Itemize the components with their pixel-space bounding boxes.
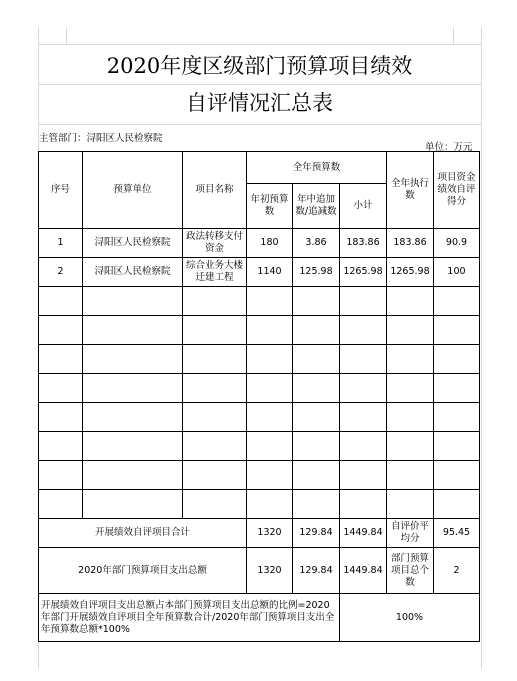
grid-line [38, 124, 481, 125]
cell-initial: 180 [247, 229, 293, 258]
total-subtotal: 1449.84 [340, 548, 387, 594]
cell-initial: 1140 [247, 258, 293, 287]
cell-project: 政法转移支付资金 [183, 229, 247, 258]
total-row [39, 548, 480, 594]
cell-executed: 183.86 [387, 229, 434, 258]
cell-unit: 浔阳区人民检察院 [83, 229, 183, 258]
header-unit: 预算单位 [83, 152, 183, 229]
empty-row [39, 432, 480, 461]
avg-score-value: 95.45 [434, 519, 480, 548]
cell-executed: 1265.98 [387, 258, 434, 287]
cell-seq: 2 [39, 258, 83, 287]
header-initial: 年初预算数 [247, 184, 293, 229]
table-row [39, 229, 480, 258]
cell-score: 90.9 [434, 229, 480, 258]
summary-row [39, 519, 480, 548]
grid-line [453, 28, 454, 44]
summary-label: 开展绩效自评项目合计 [39, 519, 247, 548]
report-subtitle: 自评情况汇总表 [186, 91, 333, 115]
cell-seq: 1 [39, 229, 83, 258]
summary-subtotal: 1449.84 [340, 519, 387, 548]
table-row [39, 258, 480, 287]
grid-line [38, 44, 481, 45]
header-subtotal: 小计 [340, 184, 387, 229]
department-label: 主管部门：浔阳区人民检察院 [39, 133, 163, 144]
total-initial: 1320 [247, 548, 293, 594]
report-title: 2020年度区级部门预算项目绩效 [106, 54, 413, 78]
empty-row [39, 403, 480, 432]
grid-line [66, 28, 67, 44]
cell-adjust: 3.86 [293, 229, 340, 258]
empty-row [39, 316, 480, 345]
header-seq: 序号 [39, 152, 83, 229]
total-label: 2020年部门预算项目支出总额 [39, 548, 247, 594]
grid-line [38, 84, 481, 85]
header-project: 项目名称 [183, 152, 247, 229]
cell-unit: 浔阳区人民检察院 [83, 258, 183, 287]
summary-adjust: 129.84 [293, 519, 340, 548]
project-count-label: 部门预算项目总个数 [387, 548, 434, 594]
header-annual-budget: 全年预算数 [247, 152, 387, 184]
budget-table [38, 151, 480, 642]
ratio-value: 100% [340, 594, 480, 642]
cell-subtotal: 1265.98 [340, 258, 387, 287]
header-executed: 全年执行数 [387, 152, 434, 229]
empty-row [39, 345, 480, 374]
empty-row [39, 490, 480, 519]
ratio-row [39, 594, 480, 642]
avg-score-label: 自评价平均分 [387, 519, 434, 548]
total-adjust: 129.84 [293, 548, 340, 594]
empty-row [39, 287, 480, 316]
cell-project: 综合业务大楼迁建工程 [183, 258, 247, 287]
empty-row [39, 374, 480, 403]
empty-row [39, 461, 480, 490]
ratio-label: 开展绩效自评项目支出总额占本部门预算项目支出总额的比例=2020年部门开展绩效自评项目全年预算数合计/2020年部门预算项目支出全年预算数总额*100% [39, 594, 340, 642]
header-adjust: 年中追加数/追减数 [293, 184, 340, 229]
cell-score: 100 [434, 258, 480, 287]
summary-initial: 1320 [247, 519, 293, 548]
cell-adjust: 125.98 [293, 258, 340, 287]
grid-line [481, 28, 482, 668]
cell-subtotal: 183.86 [340, 229, 387, 258]
header-score: 项目资金绩效自评得分 [434, 152, 480, 229]
unit-label: 单位：万元 [425, 142, 473, 153]
project-count-value: 2 [434, 548, 480, 594]
